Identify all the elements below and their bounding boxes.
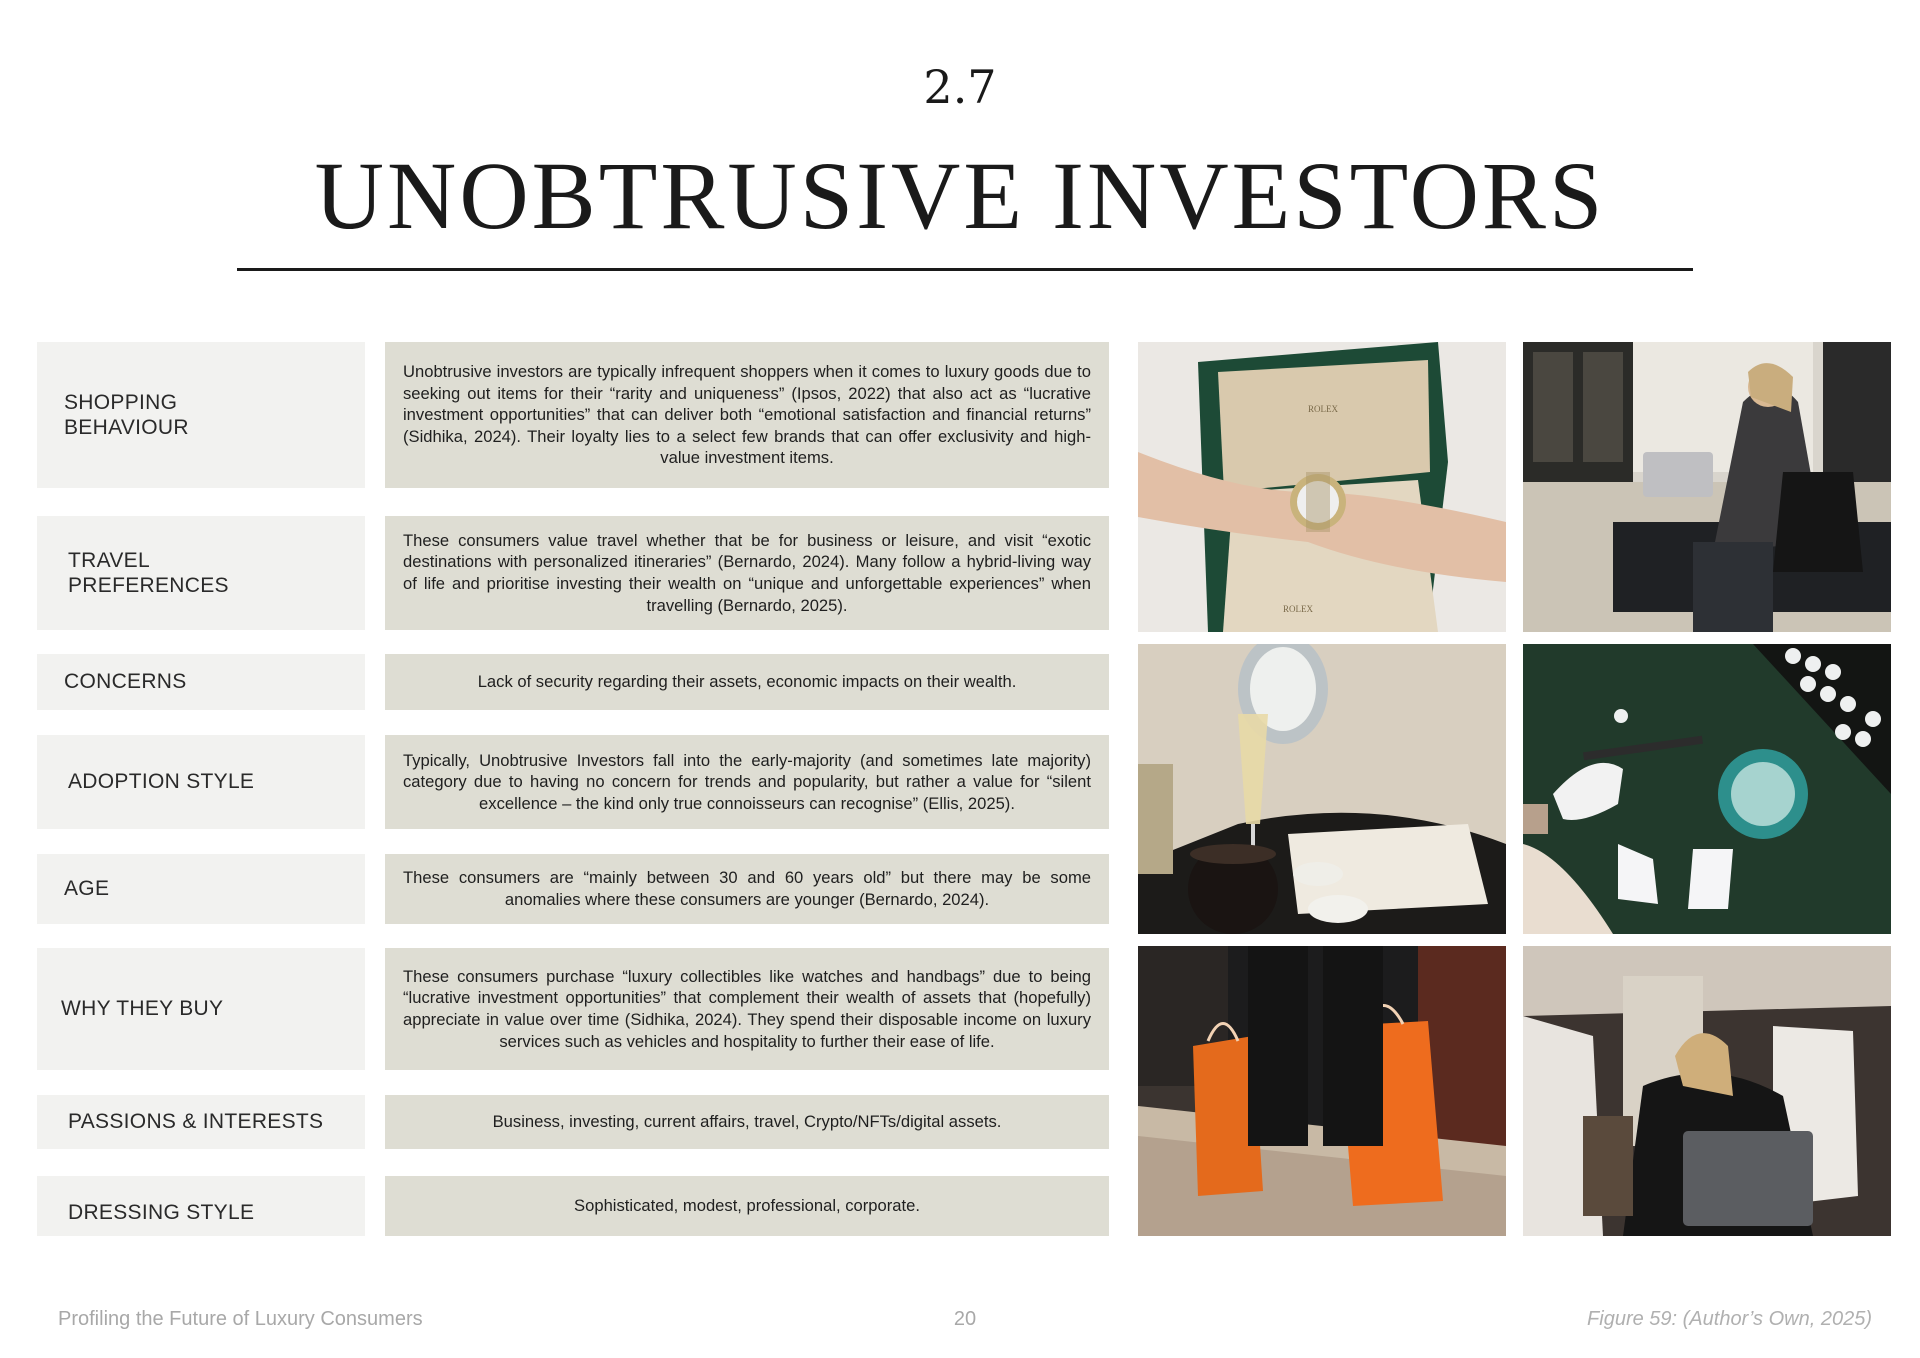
row-desc-text: Business, investing, current affairs, travel, Crypto/NFTs/digital assets. — [492, 1112, 1002, 1132]
row-desc-age — [385, 854, 1109, 924]
row-label-text: PASSIONS & INTERESTS — [68, 1110, 324, 1134]
row-desc-shopping-behaviour — [385, 342, 1109, 488]
photo-woman-jet-laptop — [1523, 946, 1891, 1236]
footer-page-number: 20 — [953, 1308, 977, 1330]
photo-golf-practice — [1523, 644, 1891, 934]
row-label-travel-preferences — [37, 516, 365, 630]
footer-figure-caption: Figure 59: (Author’s Own, 2025) — [1587, 1308, 1872, 1330]
row-desc-text: Lack of security regarding their assets, economic impacts on their wealth. — [477, 672, 1017, 692]
row-desc-text: These consumers are “mainly between 30 and 60 years old” but there may be some anomalies where these consumers are younger (Bernardo, 2024). — [403, 868, 1091, 909]
footer-document-title: Profiling the Future of Luxury Consumers — [58, 1308, 423, 1330]
title-divider — [237, 268, 1693, 271]
row-desc-text: These consumers value travel whether that be for business or leisure, and visit “exotic destinations with personalized itineraries” (Bernardo, 2024). Many follow a hybrid-living way of life and prioritise investing their wealth on “unique and unforgettable experiences” when travelling (Bernardo, 2025). — [403, 530, 1091, 615]
photo-rolex-watch — [1138, 342, 1506, 632]
row-label-concerns — [37, 654, 365, 710]
row-label-text: SHOPPING BEHAVIOUR — [64, 390, 189, 439]
row-label-adoption-style — [37, 735, 365, 829]
photo-woman-bench-laptop — [1523, 342, 1891, 632]
rolex-box-text: ROLEX — [1283, 604, 1313, 614]
page-title: UNOBTRUSIVE INVESTORS — [314, 142, 1606, 249]
row-label-shopping-behaviour — [37, 342, 365, 488]
row-desc-text: Typically, Unobtrusive Investors fall into the early-majority (and sometimes late majority) category due to having no concern for trends and popularity, but rather a value for “silent excellence – the kind only true connoisseurs can recognise” (Ellis, 2025). — [403, 750, 1091, 813]
row-desc-why-they-buy — [385, 948, 1109, 1070]
row-desc-text: Sophisticated, modest, professional, corporate. — [574, 1196, 920, 1216]
row-desc-dressing-style — [385, 1176, 1109, 1236]
row-desc-adoption-style — [385, 735, 1109, 829]
row-desc-concerns — [385, 654, 1109, 710]
photo-shopping-bags — [1138, 946, 1506, 1236]
section-number: 2.7 — [923, 60, 997, 114]
rolex-lid-text: ROLEX — [1308, 404, 1338, 414]
row-label-age — [37, 854, 365, 924]
row-label-text: CONCERNS — [64, 670, 187, 694]
row-desc-passions-interests — [385, 1095, 1109, 1149]
row-label-text: AGE — [64, 877, 110, 901]
row-label-text: ADOPTION STYLE — [68, 770, 255, 794]
row-desc-travel-preferences — [385, 516, 1109, 630]
row-label-why-they-buy — [37, 948, 365, 1070]
row-label-text: WHY THEY BUY — [61, 997, 224, 1021]
row-desc-text: Unobtrusive investors are typically infrequent shoppers when it comes to luxury goods due to seeking out items for their “rarity and uniqueness” (Ipsos, 2022) that also act as “lucrative investment opportunities” that can deliver both “emotional satisfaction and financial returns” (Sidhika, 2024). Their loyalty lies to a select few brands that can offer exclusivity and high-value investment items. — [403, 362, 1091, 468]
row-label-text: TRAVEL PREFERENCES — [68, 548, 229, 597]
row-label-passions-interests — [37, 1095, 365, 1149]
photo-champagne-jet — [1138, 644, 1506, 934]
row-desc-text: These consumers purchase “luxury collectibles like watches and handbags” due to being “lucrative investment opportunities” that complement their wealth of assets that (hopefully) appreciate in value over time (Sidhika, 2024). They spend their disposable income on luxury services such as vehicles and hospitality to further their ease of life. — [403, 966, 1091, 1051]
row-label-dressing-style — [37, 1176, 365, 1236]
row-label-text: DRESSING STYLE — [68, 1201, 255, 1225]
